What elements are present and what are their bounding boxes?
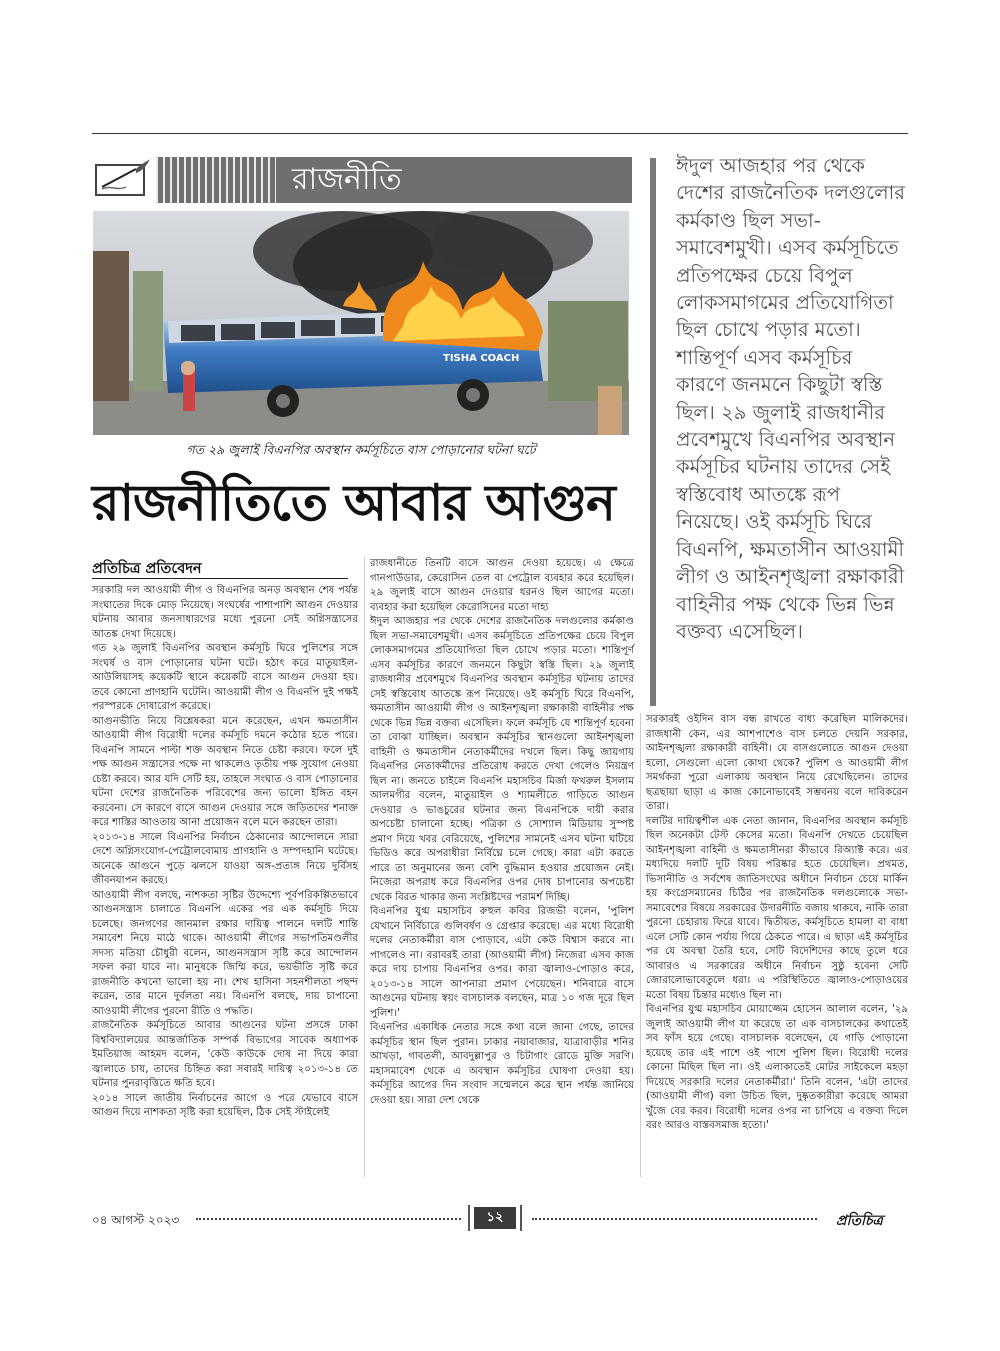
paragraph: ২০১৩-১৪ সালে বিএনপির নির্বাচন ঠেকানোর আন্দোলনে সারা দেশে অগ্নিসংযোগ-পেট্রোলবোমায় প্রাণহানি ও সম্পদহানি ঘটেছে। অনেকে আগুনে পুড়ে ঝলসে যাওয়া অঙ্গ-প্রত্যঙ্গ নিয়ে দুর্বিসহ জীবনযাপন করছে। [92,831,358,886]
section-title: রাজনীতি [292,162,402,197]
banner-stripes [156,157,276,203]
burning-bus-photo [93,211,629,435]
paragraph: রাজনৈতিক কর্মসূচিতে আবার আগুনের ঘটনা প্রসঙ্গে ঢাকা বিশ্ববিদ্যালয়ের আন্তর্জাতিক সম্পর্ক বিভাগের সাবেক অধ্যাপক ইমতিয়াজ আহমদ বলেন, 'কেউ কাউকে দোষ না দিয়ে কারা জ্বালাতে চায়, তাদের চিহ্নিত করা সবারই দায়িত্ব ২০১৩-১৪ তে ঘটনার পুনরাবৃত্তিতে ক্ষতি হবে। [92,1020,358,1089]
section-banner [92,157,632,203]
paragraph: আগুনভীতি নিয়ে বিশ্লেষকরা মনে করেছেন, এখন ক্ষমতাসীন আওয়ামী লীগ বিরোধী দলের কর্মসূচি দমনে কঠোর হতে পারে। বিএনপি সামনে পাল্টা শক্ত অবস্থান নিতে চেষ্টা করবে। ফলে দুই পক্ষ আগুন সন্ত্রাসের পক্ষে না থাকলেও তৃতীয় পক্ষ সুযোগ নেওয়া চেষ্টা করবে। আর যদি সেটি হয়, তাহলে সংঘাত ও বাস পোড়ানোর ঘটনা দেশের রাজনৈতিক পরিবেশের জন্য ভালো ইঙ্গিত বহন করবেনা। সে কারণে বাসে আগুন দেওয়ার সঙ্গে জড়িতদের শনাক্ত করে শাস্তির আওতায় আনা প্রয়োজন বলে মনে করছেন তারা। [92,715,358,828]
headline: রাজনীতিতে আবার আগুন [92,473,615,532]
article-column-1 [92,584,358,1121]
footer-date: ০৪ আগস্ট ২০২৩ [92,1213,180,1227]
paragraph: গত ২৯ জুলাই বিএনপির অবস্থান কর্মসূচি ঘিরে পুলিশের সঙ্গে সংঘর্ষ ও বাস পোড়ানোর ঘটনা ঘটে। হঠাৎ করে মাতুয়াইল-আউলিয়াসহ কয়েকটি স্থানে কয়েকটি বাসে আগুন দেওয়া হয়। তবে কোনো প্রাণহানি ঘটেনি। আওয়ামী লীগ ও বিএনপি দুই পক্ষই পরস্পরকে দোষারোপ করেছে। [92,643,358,712]
photo-caption: গত ২৯ জুলাই বিএনপির অবস্থান কর্মসূচিতে বাস পোড়ানোর ঘটনা ঘটে [186,442,536,457]
footer-dotted-line [196,1206,461,1220]
byline-rule [92,578,348,579]
page-number-bar [520,1205,522,1231]
paragraph: বিএনপির যুগ্ম মহাসচিব মোয়াজ্জেম হোসেন আলাল বলেন, '২৯ জুলাই আওয়ামী লীগ যা করেছে তা এক বাসচালকের কথাতেই সব ফাঁস হয়ে গেছে। বাসচালক বলেছেন, যে গাড়ি পোড়ানো হয়েছে তার এই পাশে ওই পাশে পুলিশ ছিল। বিরোধী দলের কোনো মিছিল ছিল না। ওই এলাকাতেই মোটর সাইকেলে মহড়া দিয়েছে সরকারি দলের নেতাকর্মীরা।' তিনি বলেন, 'এটা তাদের (আওয়ামী লীগ) বলা উচিত ছিল, দুষ্কৃতকারীরা করেছে আমরা খুঁজে বের করব। বিরোধী দলের ওপর না চাপিয়ে এ বক্তব্য দিলে বরং আরও বাস্তবসমাজ হতো।' [646,1004,908,1131]
top-rule [92,133,908,134]
paragraph: দলটির দায়িত্বশীল এক নেতা জানান, বিএনপির অবস্থান কর্মসূচি ছিল অনেকটা টেস্ট কেসের মতো। বিএনপি দেখতে চেয়েছিল আইনশৃঙ্খলা বাহিনী ও ক্ষমতাসীনরা কীভাবে রিঅ্যাক্ট করে। এর মধ্যদিয়ে দলটি দুটি বিষয় পরিষ্কার হতে চেয়েছিল। প্রথমত, ভিসানীতি ও সর্বশেষ জাতিসংঘের অধীনে নির্বাচন চেয়ে মার্কিন হয় কংগ্রেসম্যানের চিঠির পর রাজনৈতিক দলগুলোকে সভা-সমাবেশের বিষয়ে সরকারের উদারনীতি বজায় থাকবে, নাকি তারা পুরনো চেহারায় ফিরে যাবে। দ্বিতীয়ত, কর্মসূচিতে হামলা বা বাধা এলে সেটি কোন পর্যায় গিয়ে ঠেকতে পারে। এ ছাড়া এই কর্মসূচির পর যে অবস্থা তৈরি হবে, সেটি বিদেশিদের কাছে তুলে ধরে আবারও এ সরকারের অধীনে নির্বাচন সুষ্ঠু হবেনা সেটি জোরালোভাবেতুলে ধরা। এ পরিস্থিতিতে জ্বালাও-পোড়াওয়ের মতো বিষয় চিন্তার মধ্যেও ছিল না। [646,815,908,1001]
column-divider [364,557,365,1177]
quill-pen-icon [92,157,152,203]
pull-quote [676,152,906,645]
paragraph: রাজধানীতে তিনটি বাসে আগুন দেওয়া হয়েছে। এ ক্ষেত্রে গানপাউডার, কেরোসিন তেল বা পেট্রোল ব্যবহার করে হয়েছিল। ২৯ জুলাই বাসে আগুন দেওয়ার ধরনও ছিল আগের মতো। ব্যবহার করা হয়েছিল কেরোসিনের মতো দাহ্য [370,558,634,613]
column-divider [640,713,641,1177]
paragraph: বিএনপির যুগ্ম মহাসচিব রুহুল কবির রিজভী বলেন, 'পুলিশ যেখানে নির্বিচারে গুলিবর্ষণ ও গ্রেপ্তার করেছে। এর মধ্যে বিরোধী দলের নেতাকর্মীরা বাস পোড়াবে, এটা কেউ বিশ্বাস করবে না। পাগলেও না। বরাবরই তারা (আওয়ামী লীগ) নিজেরা এসব কাজ করে দায় চাপায় বিএনপির ওপর। কারা জ্বালাও-পোড়াও করে, ২০১৩-১৪ সালে আপনারা প্রমাণ পেয়েছেন। শনিবারে বাসে আগুনের ঘটনায় স্বয়ং বাসচালক বলছেন, মাত্র ১০ গজ দূরে ছিল পুলিশ।' [370,906,634,1019]
byline: প্রতিচিত্র প্রতিবেদন [92,561,202,577]
page-number: ১২ [474,1207,516,1229]
paragraph: বিএনপির একাধিক নেতার সঙ্গে কথা বলে জানা গেছে, তাদের কর্মসূচির স্থান ছিল পুরান। ঢাকার নয়াবাজার, যাত্রাবাড়ীর শনির আখড়া, গাবতলী, আবদুল্লাপুর ও চিটাগাং রোডে মুক্তি সরণি। মহাসমাবেশ থেকে এ অবস্থান কর্মসূচির ঘোষণা দেওয়া হয়। কর্মসূচির আগের দিন সংবাদ সম্মেলনে করে স্থান পর্যন্ত জানিয়ে দেওয়া হয়। সারা দেশ থেকে [370,1022,634,1106]
bus-text: TISHA COACH [443,353,520,364]
paragraph: ২০১৪ সালে জাতীয় নির্বাচনের আগে ও পরে যেভাবে বাসে আগুন দিয়ে নাশকতা সৃষ্টি করা হয়েছিল, ঠিক সেই স্টাইলেই [92,1092,358,1118]
pull-quote-bar [650,158,656,706]
paragraph: ঈদুল আজহার পর থেকে দেশের রাজনৈতিক দলগুলোর কর্মকাণ্ড ছিল সভা-সমাবেশমুখী। এসব কর্মসূচিতে প্রতিপক্ষের চেয়ে বিপুল লোকসমাগমের প্রতিযোগিতা ছিল চোখে পড়ার মতো। শান্তিপূর্ণ এসব কর্মসূচির কারণে জনমনে কিছুটা স্বস্তি ছিল। ২৯ জুলাই রাজধানীর প্রবেশমুখে বিএনপির অবস্থান কর্মসূচির ঘটনায় তাদের সেই স্বস্তিবোধ আতঙ্কে রূপ নিয়েছে। ওই কর্মসূচি ঘিরে বিএনপি, ক্ষমতাসীন আওয়ামী লীগ ও আইনশৃঙ্খলা রক্ষাকারী বাহিনীর পক্ষ থেকে ভিন্ন ভিন্ন বক্তব্য এসেছিল। ফলে কর্মসূচি যে শান্তিপূর্ণ হবেনা তা বোঝা যাচ্ছিল। অবস্থান কর্মসূচির স্থানগুলো আইনশৃঙ্খলা বাহিনী ও ক্ষমতাসীন নেতাকর্মীদের দখলে ছিল। কিছু জায়গায় বিএনপির নেতাকর্মীদের প্রতিরোধ করতে দেখা গেলেও নিয়ন্ত্রণ ছিল না। জনতে চাইলে বিএনপি মহাসচিব মির্জা ফখরুল ইসলাম আলমগীর বলেন, মাতুয়াইল ও শ্যামলীতে গাড়িতে আগুন দেওয়ার ও ভাঙচুরের ঘটনার জন্য বিএনপিকে দায়ী করার অপচেষ্টা চালানো হচ্ছে। পত্রিকা ও সোশ্যাল মিডিয়ায় সুস্পষ্ট প্রমাণ দিয়ে খবর বেরিয়েছে, পুলিশের সামনেই এসব ঘটনা ঘটিয়ে ভিডিও করে অপরাধীরা নির্বিঘ্নে চলে গেছে। কারা এটা করতে পারে তা অনুমানের জন্য বেশি বুদ্ধিমান হওয়ার প্রয়োজন নেই। নিজেরা অপরাধ করে বিএনপির ওপর দোষ চাপানোর অপচেষ্টা থেকে বিরত থাকার জন্য সংশ্লিষ্টদের পরামর্শ দিচ্ছি। [370,616,634,903]
publication-brand: প্রতিচিত্র [836,1213,883,1229]
article-column-3 [646,713,908,1134]
paragraph: আওয়ামী লীগ বলছে, নাশকতা সৃষ্টির উদ্দেশ্যে পূর্বপরিকল্পিতভাবে আগুনসন্ত্রাস চালাতে বিএনপি একের পর এক কর্মসূচি দিয়ে চলেছে। জনগণের জানমাল রক্ষার দায়িত্ব পালনে দলটি শান্তি সমাবেশ নিয়ে মাঠে থাকে। আওয়ামী লীগের সভাপতিমণ্ডলীর সদস্য মতিয়া চৌধুরী বলেন, আগুনসন্ত্রাস সৃষ্টি করে আন্দোলন সফল করা যাবে না। মানুষকে জিম্মি করে, ভয়ভীতি সৃষ্টি করে রাজনীতি কখনো ভালো হয় না। শেখ হাসিনা সহনশীলতা পছন্দ করেন, তার মানে দুর্বলতা নয়। বিএনপি বলছে, দায় চাপানো আওয়ামী লীগের পুরনো রীতি ও পদ্ধতি। [92,889,358,1017]
article-column-2 [370,557,634,1108]
paragraph: সরকারই ওইদিন বাস বন্ধ রাখতে বাধ্য করেছিল মালিকদের। রাজধানী কেন, এর আশপাশেও বাস চলতে দেয়নি সরকার, আইনশৃঙ্খলা রক্ষাকারী বাহিনী। যে বাসগুলোতে আগুন দেওয়া হলো, সেগুলো এলো কোথা থেকে? পুলিশ ও আওয়ামী লীগ সমর্থকরা পুরো এলাকায় অবস্থান নিয়ে রেখেছিলেন। তাদের ছত্রছায়া ছাড়া এ কাজ কোনোভাবেই সম্ভবনয় বলে দাবিকরেন তারা। [646,714,908,812]
paragraph: সরকারি দল আওয়ামী লীগ ও বিএনপির অনড় অবস্থান শেষ পর্যন্ত সংঘাতের দিকে মোড় নিয়েছে। সংঘর্ষের পাশাপাশি আগুন দেওয়ার ঘটনায় আবার জনসাধারণের মধ্যে পুরনো সেই অগ্নিসন্ত্রাসের আতঙ্ক দেখা দিয়েছে। [92,585,358,640]
pull-quote-text: ঈদুল আজহার পর থেকে দেশের রাজনৈতিক দলগুলোর কর্মকাণ্ড ছিল সভা-সমাবেশমুখী। এসব কর্মসূচিতে প্রতিপক্ষের চেয়ে বিপুল লোকসমাগমের প্রতিযোগিতা ছিল চোখে পড়ার মতো। শান্তিপূর্ণ এসব কর্মসূচির কারণে জনমনে কিছুটা স্বস্তি ছিল। ২৯ জুলাই রাজধানীর প্রবেশমুখে বিএনপির অবস্থান কর্মসূচির ঘটনায় তাদের সেই স্বস্তিবোধ আতঙ্কে রূপ নিয়েছে। ওই কর্মসূচি ঘিরে বিএনপি, ক্ষমতাসীন আওয়ামী লীগ ও আইনশৃঙ্খলা রক্ষাকারী বাহিনীর পক্ষ থেকে ভিন্ন ভিন্ন বক্তব্য এসেছিল। [676,154,905,643]
footer-dotted-line [532,1206,817,1220]
page-number-bar [468,1205,470,1231]
